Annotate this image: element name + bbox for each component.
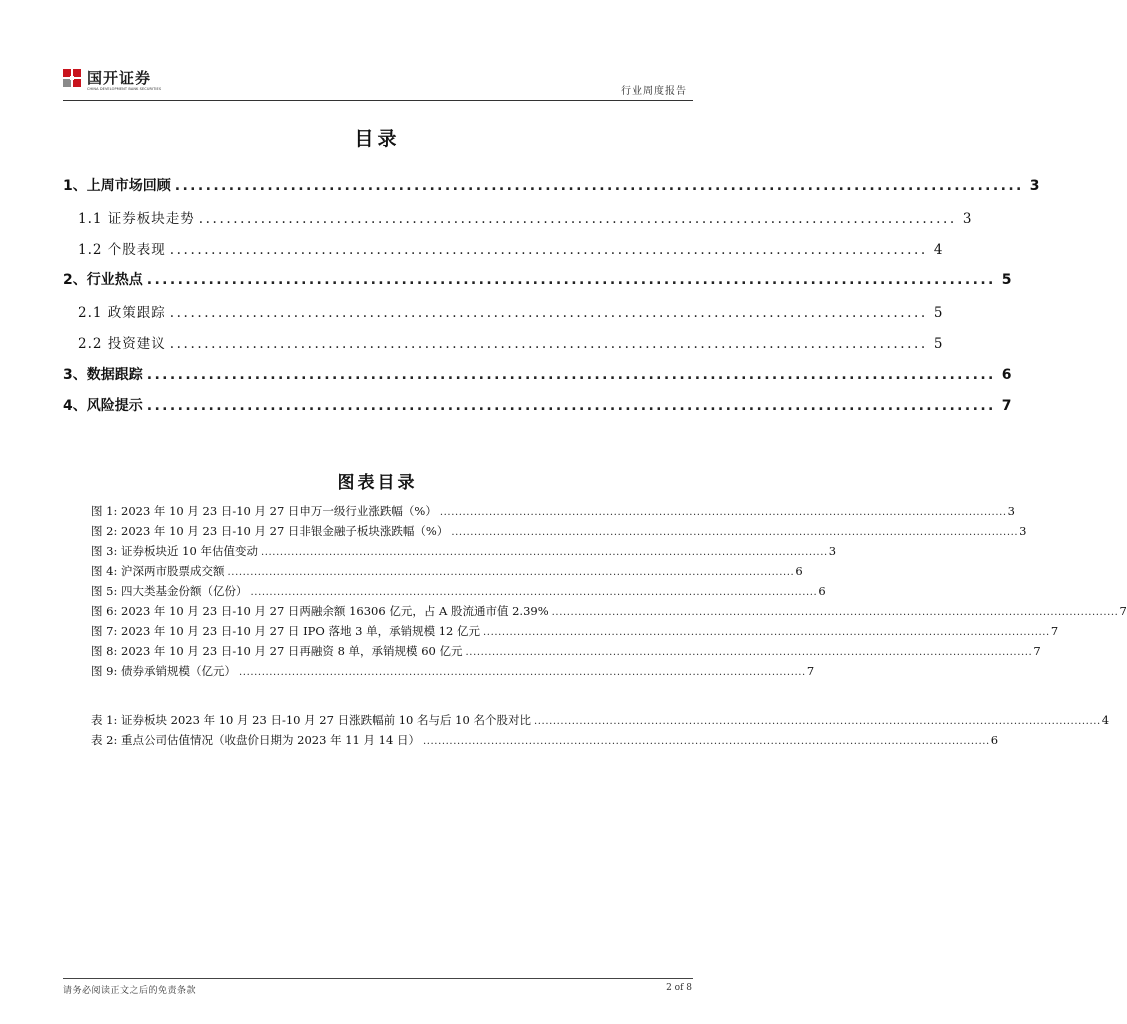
dot-leader: ...................................................................................................................................................... bbox=[227, 567, 795, 578]
toc-entry-page: 3 bbox=[1029, 178, 1040, 194]
figure-entry-label: 图 9: 债券承销规模（亿元） bbox=[91, 664, 237, 678]
figure-entry[interactable] bbox=[91, 543, 837, 563]
header-divider bbox=[63, 100, 693, 101]
footer-divider bbox=[63, 978, 693, 979]
dot-leader: ...................................................................................................................................................... bbox=[439, 507, 1007, 518]
dot-leader: .............................................................................................................. bbox=[174, 178, 1024, 194]
dot-leader: .............................................................................................................. bbox=[146, 272, 996, 288]
dot-leader: ...................................................................................................................................................... bbox=[260, 547, 828, 558]
figure-entry-page: 7 bbox=[1050, 624, 1059, 638]
dot-leader: ...................................................................................................................................................... bbox=[451, 527, 1019, 538]
figure-entry-page: 6 bbox=[795, 564, 803, 578]
toc-entry-label: 2、行业热点 bbox=[63, 272, 143, 288]
table-entry-label: 表 2: 重点公司估值情况（收盘价日期为 2023 年 11 月 14 日） bbox=[91, 733, 420, 747]
figure-entry-page: 7 bbox=[1119, 604, 1127, 618]
toc-entry-page: 5 bbox=[1001, 272, 1012, 288]
figure-entry-label: 图 2: 2023 年 10 月 23 日-10 月 27 日非银金融子板块涨跌幅（%） bbox=[91, 524, 449, 538]
toc-entry[interactable] bbox=[63, 238, 944, 262]
dot-leader: .............................................................................................................. bbox=[169, 305, 928, 321]
figures-list-title: 图表目录 bbox=[337, 473, 418, 493]
table-entry-page: 6 bbox=[990, 733, 999, 747]
table-entry[interactable] bbox=[91, 732, 999, 752]
figure-entry-page: 6 bbox=[818, 584, 826, 598]
page-header bbox=[63, 66, 693, 100]
toc-entry-label: 4、风险提示 bbox=[63, 398, 143, 414]
table-entry-page: 4 bbox=[1101, 713, 1110, 727]
dot-leader: .............................................................................................................. bbox=[146, 398, 996, 414]
toc-entry-label: 1.2 个股表现 bbox=[78, 242, 166, 258]
logo-subtitle: CHINA DEVELOPMENT BANK SECURITIES bbox=[87, 87, 162, 91]
toc-entry-label: 1、上周市场回顾 bbox=[63, 178, 171, 194]
table-entry[interactable] bbox=[91, 712, 1110, 732]
dot-leader: .............................................................................................................. bbox=[198, 211, 957, 227]
toc-entry-page: 7 bbox=[1001, 398, 1012, 414]
toc-entry[interactable] bbox=[63, 207, 973, 231]
page-number: 2 of 8 bbox=[666, 983, 692, 993]
figure-entry-label: 图 3: 证券板块近 10 年估值变动 bbox=[91, 544, 258, 558]
toc-entry-page: 5 bbox=[933, 305, 944, 321]
figure-entry[interactable] bbox=[91, 643, 1041, 663]
table-entry-label: 表 1: 证券板块 2023 年 10 月 23 日-10 月 27 日涨跌幅前 10 名与后 10 名个股对比 bbox=[91, 713, 531, 727]
figure-entry[interactable] bbox=[91, 663, 815, 683]
dot-leader: ...................................................................................................................................................... bbox=[483, 627, 1050, 638]
company-logo bbox=[63, 66, 183, 94]
figure-entry-label: 图 4: 沪深两市股票成交额 bbox=[91, 564, 225, 578]
toc-title: 目录 bbox=[354, 128, 401, 150]
figure-entry-label: 图 7: 2023 年 10 月 23 日-10 月 27 日 IPO 落地 3 单，承销规模 12 亿元 bbox=[91, 624, 481, 638]
dot-leader: ...................................................................................................................................................... bbox=[533, 716, 1101, 727]
dot-leader: ...................................................................................................................................................... bbox=[422, 736, 990, 747]
toc-entry-label: 3、数据跟踪 bbox=[63, 367, 143, 383]
figure-entry[interactable] bbox=[91, 603, 1127, 623]
figure-entry[interactable] bbox=[91, 523, 1027, 543]
toc-entry[interactable] bbox=[63, 301, 944, 325]
dot-leader: ...................................................................................................................................................... bbox=[250, 587, 818, 598]
toc-entry-label: 2.1 政策跟踪 bbox=[78, 305, 166, 321]
dot-leader: ...................................................................................................................................................... bbox=[551, 607, 1119, 618]
dot-leader: ...................................................................................................................................................... bbox=[465, 647, 1033, 658]
figure-entry-page: 3 bbox=[1019, 524, 1027, 538]
toc-entry-page: 6 bbox=[1001, 367, 1012, 383]
toc-entry[interactable] bbox=[63, 269, 1012, 293]
toc-entry-label: 1.1 证券板块走势 bbox=[78, 211, 195, 227]
dot-leader: .............................................................................................................. bbox=[146, 367, 996, 383]
dot-leader: .............................................................................................................. bbox=[169, 242, 928, 258]
report-type: 行业周度报告 bbox=[621, 86, 687, 97]
figure-entry-page: 3 bbox=[828, 544, 837, 558]
toc-entry[interactable] bbox=[63, 332, 944, 356]
toc-entry-label: 2.2 投资建议 bbox=[78, 336, 166, 352]
toc-entry[interactable] bbox=[63, 175, 1040, 199]
figure-entry[interactable] bbox=[91, 503, 1015, 523]
logo-icon bbox=[63, 69, 81, 87]
figure-entry-label: 图 6: 2023 年 10 月 23 日-10 月 27 日两融余额 16306 亿元，占 A 股流通市值 2.39% bbox=[91, 604, 549, 618]
figure-entry-page: 3 bbox=[1007, 504, 1015, 518]
toc-entry[interactable] bbox=[63, 364, 1012, 388]
dot-leader: .............................................................................................................. bbox=[169, 336, 928, 352]
figure-entry-page: 7 bbox=[806, 664, 815, 678]
toc-entry-page: 3 bbox=[962, 211, 973, 227]
figure-entry-label: 图 5: 四大类基金份额（亿份） bbox=[91, 584, 248, 598]
figure-entry-page: 7 bbox=[1033, 644, 1041, 658]
figure-entry[interactable] bbox=[91, 583, 826, 603]
toc-entry-page: 5 bbox=[933, 336, 944, 352]
figure-entry[interactable] bbox=[91, 623, 1059, 643]
toc-entry-page: 4 bbox=[933, 242, 944, 258]
figure-entry-label: 图 1: 2023 年 10 月 23 日-10 月 27 日申万一级行业涨跌幅（%） bbox=[91, 504, 437, 518]
logo-name: 国开证券 bbox=[87, 69, 152, 87]
dot-leader: ...................................................................................................................................................... bbox=[239, 667, 806, 678]
footer-disclaimer: 请务必阅读正文之后的免责条款 bbox=[63, 986, 197, 996]
figure-entry-label: 图 8: 2023 年 10 月 23 日-10 月 27 日再融资 8 单，承销规模 60 亿元 bbox=[91, 644, 463, 658]
figure-entry[interactable] bbox=[91, 563, 803, 583]
toc-entry[interactable] bbox=[63, 395, 1012, 419]
